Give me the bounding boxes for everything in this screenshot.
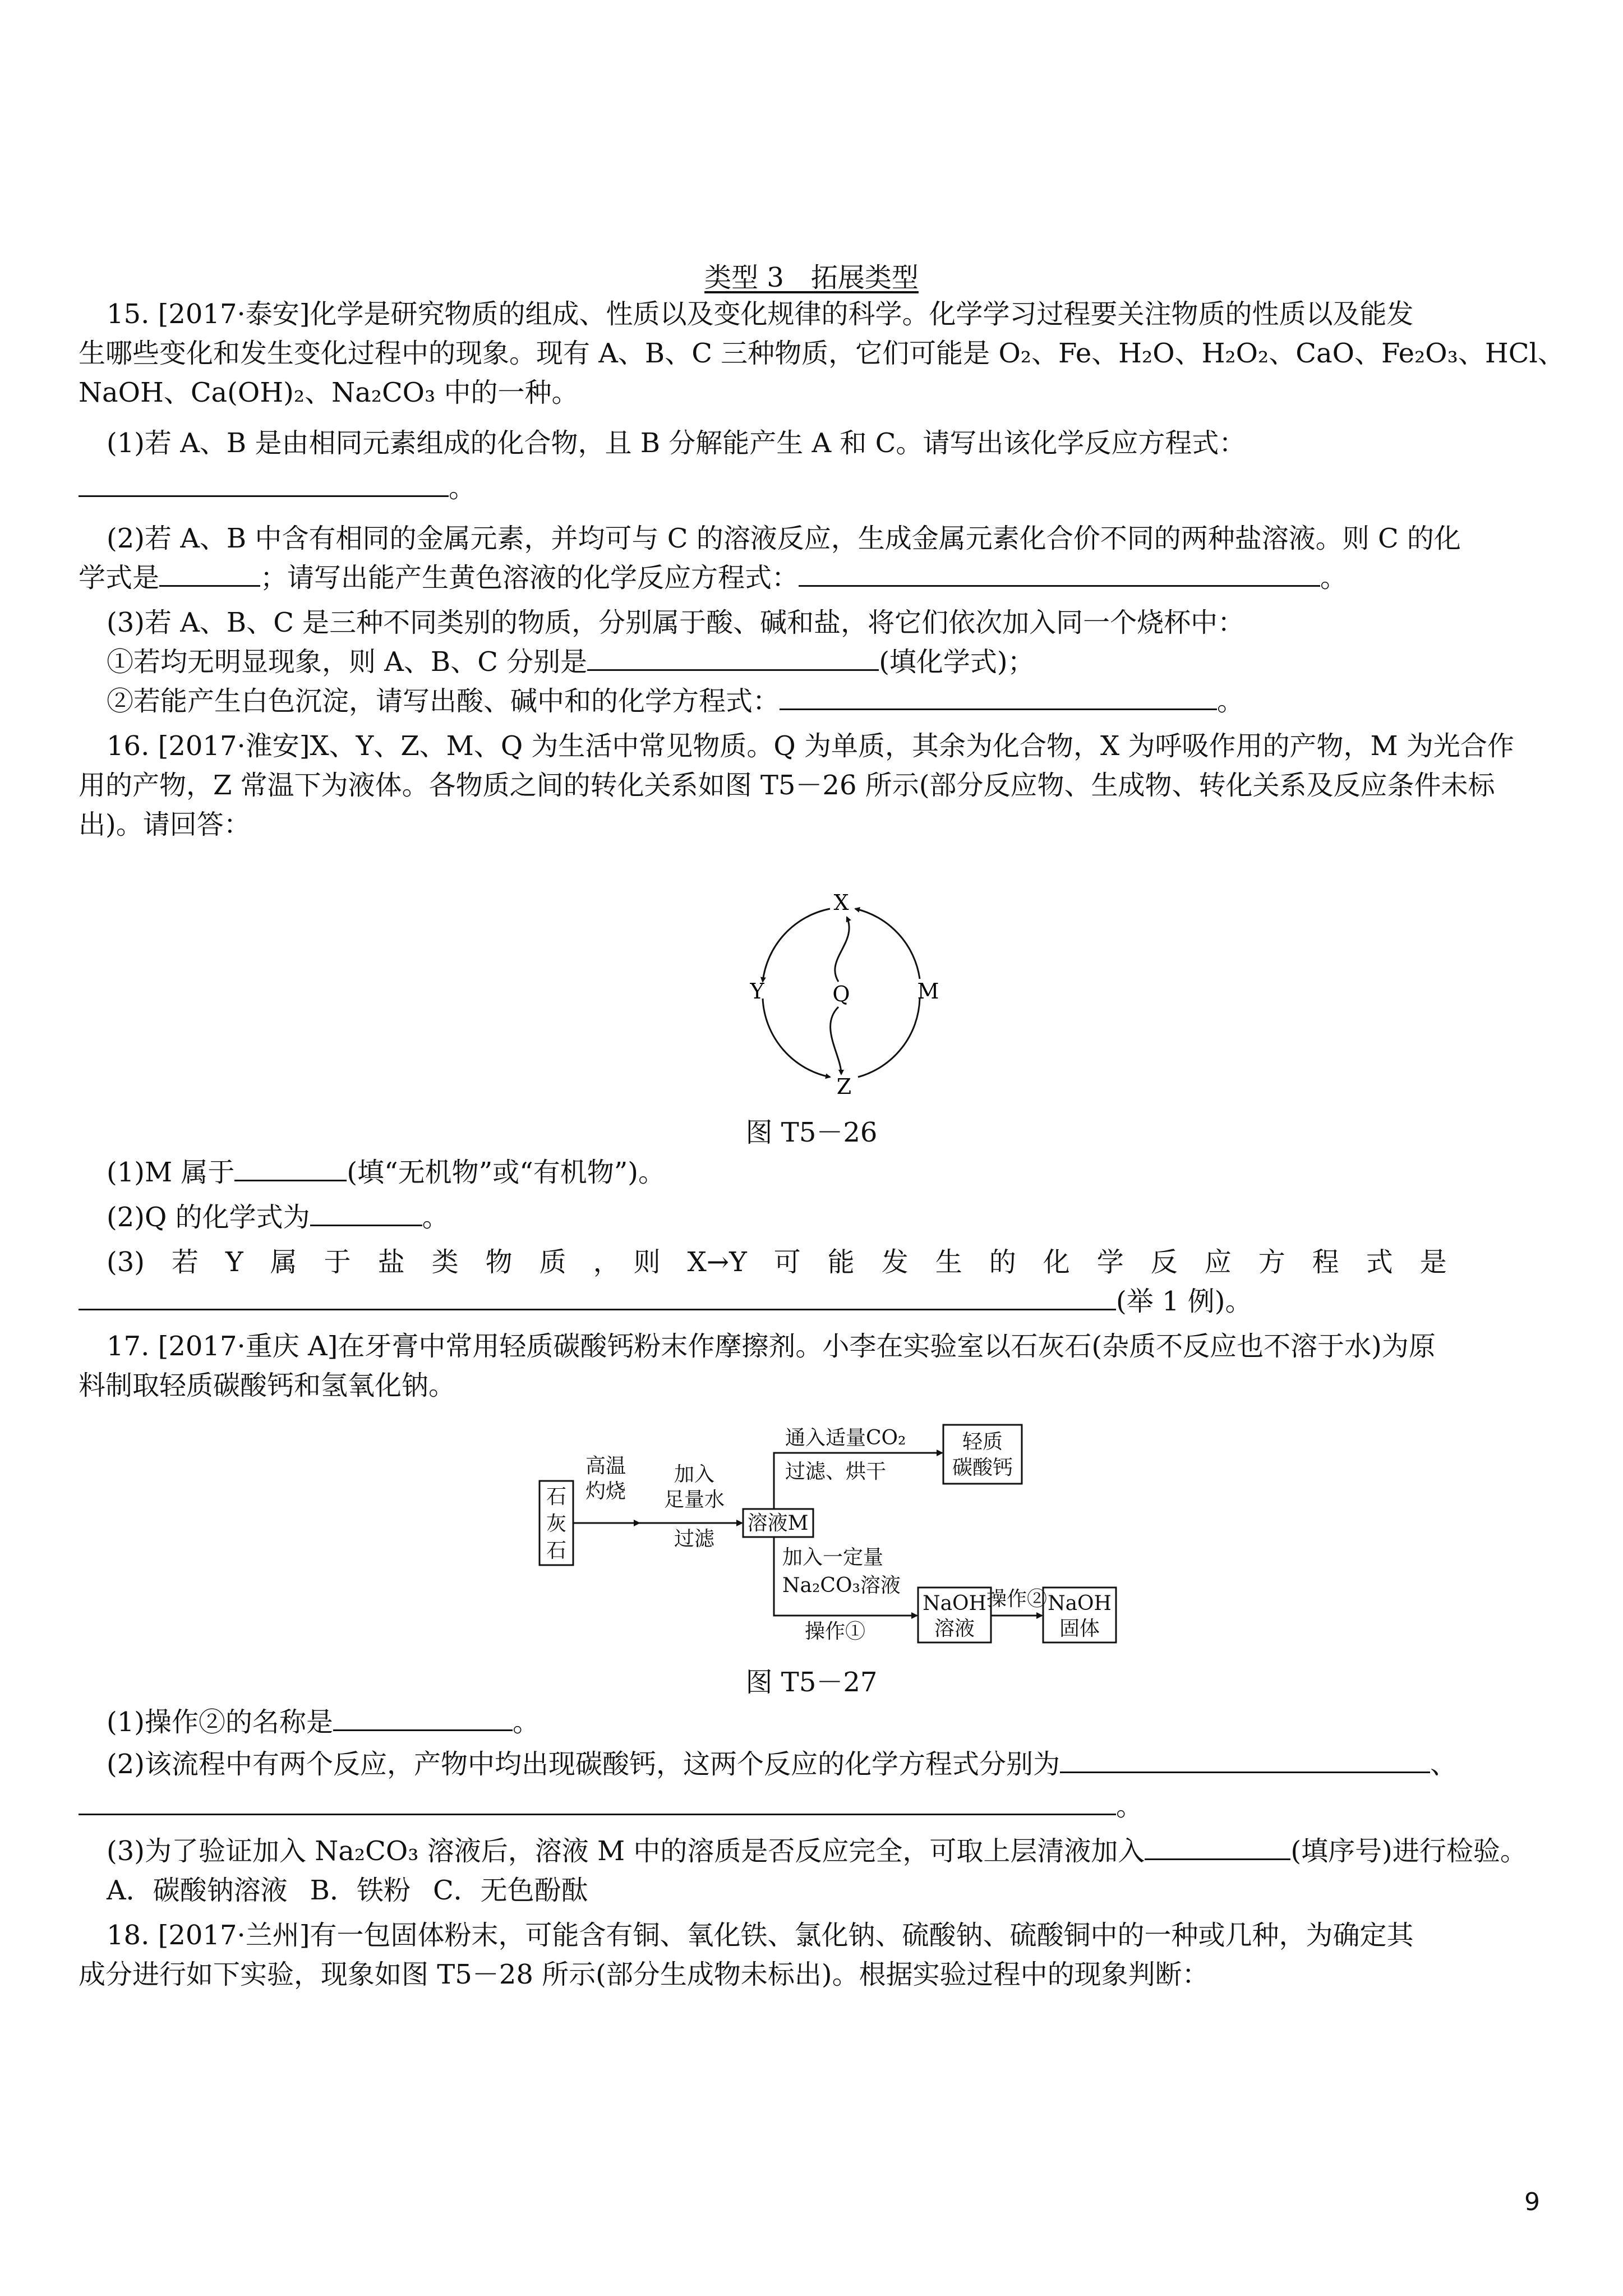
q15-line1: 15. [2017·泰安]化学是研究物质的组成、性质以及变化规律的科学。化学学习过程要关注物质的性质以及能发 — [107, 298, 1414, 330]
flow-step1-line2: 灼烧 — [585, 1480, 626, 1503]
option-a[interactable]: A．碳酸钠溶液 — [107, 1875, 288, 1906]
q15-part2-line1: (2)若 A、B 中含有相同的金属元素，并均可与 C 的溶液反应，生成金属元素化合价不同的两种盐溶液。则 C 的化 — [107, 523, 1461, 554]
q15-line3: NaOH、Ca(OH)₂、Na₂CO₃ 中的一种。 — [79, 377, 579, 408]
answer-blank[interactable] — [159, 563, 260, 587]
q15-part2-line2: 学式是 ；请写出能产生黄色溶液的化学反应方程式： 。 — [79, 562, 1348, 593]
answer-blank[interactable] — [587, 647, 879, 671]
q16-part1: (1)M 属于 (填“无机物”或“有机物”)。 — [107, 1157, 666, 1188]
flow-co2-step-line2: 过滤、烘干 — [785, 1460, 887, 1483]
flow-naoh-solution-line1: NaOH — [923, 1592, 986, 1615]
q15-line2: 生哪些变化和发生变化过程中的现象。现有 A、B、C 三种物质，它们可能是 O₂、Fe、H₂O、H₂O₂、CaO、Fe₂O₃、HCl、 — [79, 338, 1565, 369]
answer-blank[interactable] — [1145, 1836, 1290, 1860]
q15-part1: (1)若 A、B 是由相同元素组成的化合物，且 B 分解能产生 A 和 C。请写出该化学反应方程式： — [107, 427, 1246, 459]
page-number: 9 — [1524, 2188, 1540, 2216]
option-b[interactable]: B．铁粉 — [310, 1875, 411, 1906]
flow-light-caco3-line1: 轻质 — [962, 1430, 1003, 1453]
node-y: Y — [750, 979, 764, 1004]
figure-caption-t5-26: 图 T5－26 — [745, 1117, 878, 1148]
q16-line1: 16. [2017·淮安]X、Y、Z、M、Q 为生活中常见物质。Q 为单质，其余为化合物，X 为呼吸作用的产物，M 为光合作 — [107, 730, 1514, 762]
q16-part2: (2)Q 的化学式为 。 — [107, 1202, 449, 1233]
flow-limestone-2: 灰 — [546, 1512, 567, 1535]
q17-line1: 17. [2017·重庆 A]在牙膏中常用轻质碳酸钙粉末作摩擦剂。小李在实验室以石灰石(杂质不反应也不溶于水)为原 — [107, 1331, 1436, 1362]
q15-part3: (3)若 A、B、C 是三种不同类别的物质，分别属于酸、碱和盐，将它们依次加入同一个烧杯中： — [107, 607, 1245, 638]
flow-step2-line1: 加入 — [674, 1463, 715, 1486]
flow-limestone-1: 石 — [546, 1485, 567, 1508]
option-c[interactable]: C．无色酚酞 — [432, 1875, 588, 1906]
q17-part2-answer: 。 — [79, 1789, 1143, 1823]
answer-blank[interactable] — [780, 686, 1217, 710]
answer-blank[interactable] — [799, 563, 1320, 587]
q16-line3: 出)。请回答： — [79, 809, 251, 840]
flow-light-caco3-line2: 碳酸钙 — [952, 1456, 1013, 1479]
q18-line2: 成分进行如下实验，现象如图 T5－28 所示(部分生成物未标出)。根据实验过程中的现象判断： — [79, 1959, 1209, 1990]
q18-line1: 18. [2017·兰州]有一包固体粉末，可能含有铜、氧化铁、氯化钠、硫酸钠、硫酸铜中的一种或几种，为确定其 — [107, 1920, 1414, 1951]
q17-part1: (1)操作②的名称是 。 — [107, 1706, 540, 1738]
q16-cycle-diagram — [729, 886, 953, 1099]
flow-step2-line3: 过滤 — [674, 1527, 715, 1550]
flow-step1-line1: 高温 — [585, 1455, 626, 1478]
flow-na2co3-step-line2: Na₂CO₃溶液 — [782, 1574, 901, 1597]
flow-op2: 操作② — [986, 1588, 1048, 1611]
answer-blank[interactable] — [310, 1202, 422, 1226]
q15-part3a: ①若均无明显现象，则 A、B、C 分别是 (填化学式)； — [107, 646, 1035, 678]
flow-co2-step-line1: 通入适量CO₂ — [785, 1427, 906, 1450]
flow-na2co3-step-line1: 加入一定量 — [782, 1546, 884, 1569]
q16-line2: 用的产物，Z 常温下为液体。各物质之间的转化关系如图 T5－26 所示(部分反应物、生成物、转化关系及反应条件未标 — [79, 770, 1495, 801]
answer-blank[interactable] — [333, 1707, 513, 1731]
q17-part3: (3)为了验证加入 Na₂CO₃ 溶液后，溶液 M 中的溶质是否反应完全，可取上层清液加入 (填序号)进行检验。 — [107, 1835, 1527, 1867]
node-z: Z — [836, 1074, 852, 1099]
flow-naoh-solid-line2: 固体 — [1059, 1617, 1100, 1640]
q17-options — [107, 1874, 611, 1907]
q15-part3b: ②若能产生白色沉淀，请写出酸、碱中和的化学方程式： 。 — [107, 685, 1244, 717]
flow-naoh-solid-line1: NaOH — [1048, 1592, 1112, 1615]
flow-na2co3-step-line3: 操作① — [805, 1620, 866, 1643]
section-title: 类型 3 拓展类型 — [704, 262, 919, 293]
q16-part3: (3) 若 Y 属 于 盐 类 物 质 ， 则 X→Y 可 能 发 生 的 化 学 反 应 方 程 式 是 — [107, 1246, 1447, 1278]
node-m: M — [917, 979, 939, 1004]
q15-part1-answer: 。 — [79, 471, 476, 505]
node-q: Q — [832, 982, 850, 1006]
flow-limestone-3: 石 — [546, 1539, 567, 1562]
answer-blank[interactable] — [1060, 1749, 1430, 1773]
answer-blank[interactable] — [234, 1157, 347, 1181]
q17-flowchart — [538, 1414, 1155, 1649]
answer-blank[interactable] — [79, 1286, 1116, 1310]
q17-part2: (2)该流程中有两个反应，产物中均出现碳酸钙，这两个反应的化学方程式分别为 、 — [107, 1749, 1458, 1780]
flow-solution-m: 溶液M — [747, 1512, 809, 1535]
flow-step2-line2: 足量水 — [663, 1488, 725, 1511]
q16-part3-answer: (举 1 例)。 — [79, 1285, 1252, 1318]
answer-blank[interactable] — [79, 473, 449, 497]
node-x: X — [833, 890, 849, 915]
figure-caption-t5-27: 图 T5－27 — [745, 1667, 878, 1698]
q17-line2: 料制取轻质碳酸钙和氢氧化钠。 — [79, 1370, 456, 1401]
answer-blank[interactable] — [79, 1791, 1116, 1815]
flow-naoh-solution-line2: 溶液 — [934, 1617, 975, 1640]
